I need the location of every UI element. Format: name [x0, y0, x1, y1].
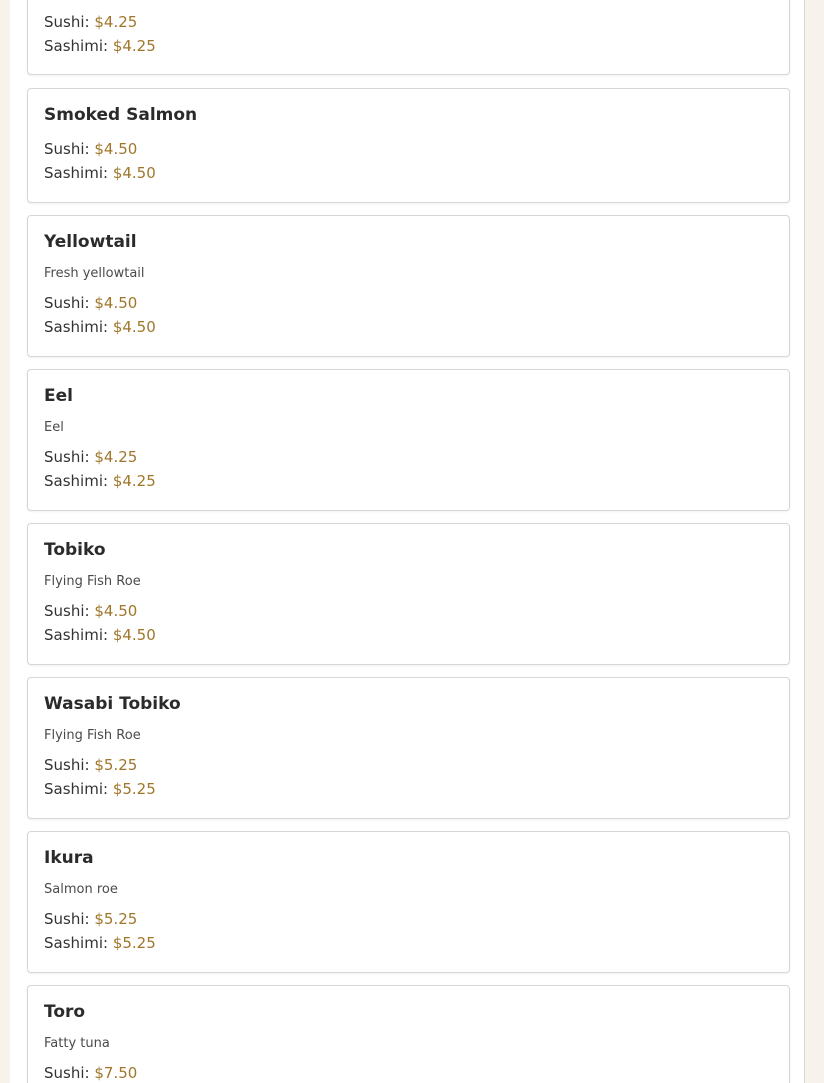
menu-item-card — [27, 369, 790, 511]
menu-item-card — [27, 88, 790, 203]
sushi-label: Sushi: — [44, 13, 90, 31]
sashimi-price: $4.50 — [112, 164, 156, 182]
menu-item-card — [27, 215, 790, 357]
sushi-label: Sushi: — [44, 294, 90, 312]
menu-item-description: Flying Fish Roe — [44, 574, 141, 589]
sushi-price: $7.50 — [94, 1064, 138, 1082]
menu-item-name: Tobiko — [44, 540, 106, 560]
sashimi-price: $4.50 — [112, 318, 156, 336]
menu-item-description: Fatty tuna — [44, 1036, 110, 1051]
sushi-price-line — [44, 910, 137, 928]
menu-item-name: Wasabi Tobiko — [44, 694, 181, 714]
sushi-price-line — [44, 602, 137, 620]
sashimi-price-line — [44, 37, 156, 55]
sashimi-price: $5.25 — [112, 780, 156, 798]
sushi-price: $4.50 — [94, 294, 138, 312]
menu-item-card — [27, 831, 790, 973]
sashimi-price: $5.25 — [112, 934, 156, 952]
sushi-price-line — [44, 140, 137, 158]
sushi-price: $5.25 — [94, 910, 138, 928]
menu-item-description: Flying Fish Roe — [44, 728, 141, 743]
sushi-label: Sushi: — [44, 756, 90, 774]
sashimi-label: Sashimi: — [44, 626, 109, 644]
menu-item-card — [27, 523, 790, 665]
sashimi-price-line — [44, 472, 156, 490]
sashimi-price: $4.25 — [112, 472, 156, 490]
sushi-price: $4.25 — [94, 13, 138, 31]
sushi-price-line — [44, 1064, 137, 1082]
menu-item-description: Fresh yellowtail — [44, 266, 145, 281]
menu-item-card — [27, 985, 790, 1083]
menu-item-name: Smoked Salmon — [44, 105, 198, 125]
menu-item-name: Eel — [44, 386, 73, 406]
sushi-price-line — [44, 13, 137, 31]
sushi-price: $4.50 — [94, 140, 138, 158]
sashimi-price-line — [44, 318, 156, 336]
sashimi-label: Sashimi: — [44, 780, 109, 798]
sushi-price: $4.50 — [94, 602, 138, 620]
sashimi-label: Sashimi: — [44, 472, 109, 490]
sashimi-price-line — [44, 780, 156, 798]
sashimi-label: Sashimi: — [44, 318, 109, 336]
sushi-price: $4.25 — [94, 448, 138, 466]
menu-item-name: Ikura — [44, 848, 94, 868]
sushi-price-line — [44, 448, 137, 466]
sashimi-label: Sashimi: — [44, 934, 109, 952]
sashimi-label: Sashimi: — [44, 164, 109, 182]
menu-item-name: Toro — [44, 1002, 86, 1022]
sushi-label: Sushi: — [44, 140, 90, 158]
sashimi-label: Sashimi: — [44, 37, 109, 55]
menu-item-card — [27, 0, 790, 75]
sashimi-price: $4.50 — [112, 626, 156, 644]
sushi-price: $5.25 — [94, 756, 138, 774]
sashimi-price-line — [44, 934, 156, 952]
sashimi-price: $4.25 — [112, 37, 156, 55]
sushi-label: Sushi: — [44, 602, 90, 620]
sushi-label: Sushi: — [44, 910, 90, 928]
sushi-price-line — [44, 756, 137, 774]
menu-item-card — [27, 677, 790, 819]
menu-item-description: Salmon roe — [44, 882, 118, 897]
sashimi-price-line — [44, 164, 156, 182]
sushi-label: Sushi: — [44, 1064, 90, 1082]
menu-item-description: Eel — [44, 420, 64, 435]
sashimi-price-line — [44, 626, 156, 644]
sushi-price-line — [44, 294, 137, 312]
menu-item-name: Yellowtail — [44, 232, 137, 252]
sushi-label: Sushi: — [44, 448, 90, 466]
